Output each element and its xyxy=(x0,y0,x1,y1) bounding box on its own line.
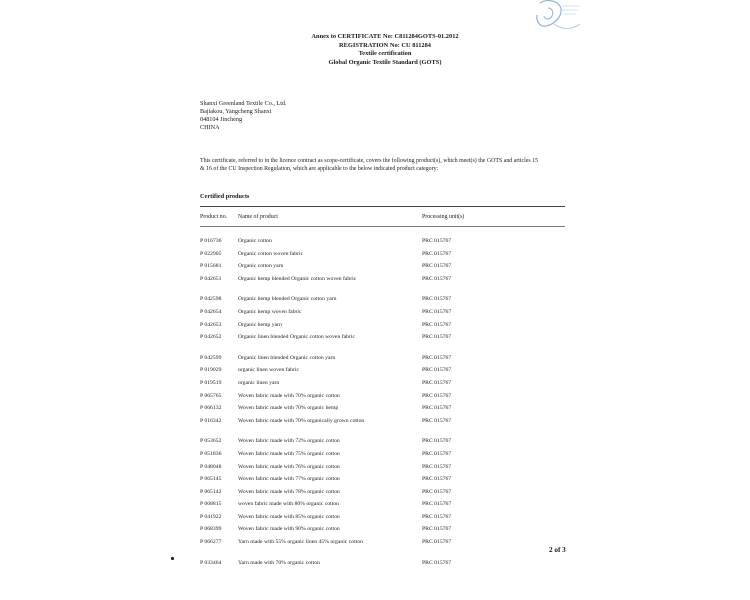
product-name: Woven fabric made with 70% organic hemp xyxy=(238,405,339,412)
product-number: P 065765 xyxy=(200,392,222,399)
page-number: 2 of 3 xyxy=(549,546,566,554)
product-name: Woven fabric made with 90% organic cotton xyxy=(238,526,340,533)
product-name: Organic cotton yarn xyxy=(238,263,284,270)
product-number: P 022905 xyxy=(200,250,222,257)
product-number: P 042599 xyxy=(200,354,222,361)
product-name: Woven fabric made with 70% organically grown cotton xyxy=(238,417,365,424)
processing-unit: PRC 015767 xyxy=(422,275,452,282)
annex-title: Annex to CERTIFICATE No: C811284GOTS-01.2012 xyxy=(311,33,459,40)
processing-unit: PRC 015767 xyxy=(422,526,452,533)
processing-unit: PRC 015767 xyxy=(422,354,452,361)
processing-unit: PRC 015767 xyxy=(422,238,452,244)
product-name: Woven fabric made with 70% organic cotton xyxy=(238,392,340,399)
table-row xyxy=(200,296,565,309)
product-name: organic linen woven fabric xyxy=(238,367,300,374)
product-number: P 048048 xyxy=(200,463,222,470)
certification-type: Textile certification xyxy=(358,50,412,58)
processing-unit: PRC 015767 xyxy=(422,513,452,520)
product-name: Organic linen blended Organic cotton woven fabric xyxy=(238,334,355,341)
table-row xyxy=(200,309,565,322)
product-name: Organic hemp woven fabric xyxy=(238,308,302,315)
table-row xyxy=(200,276,565,297)
product-name: Organic cotton woven fabric xyxy=(238,250,304,257)
product-number: P 068815 xyxy=(200,501,222,508)
company-name: Shanxi Greenland Textile Co., Ltd. xyxy=(200,100,287,107)
product-name: Organic linen blended Organic cotton yarn xyxy=(238,354,336,361)
product-name: organic linen yarn xyxy=(238,379,280,386)
product-number: P 019029 xyxy=(200,367,222,374)
table-row xyxy=(200,251,565,264)
processing-unit: PRC 015767 xyxy=(422,250,452,257)
product-number: P 016342 xyxy=(200,417,222,424)
product-number: P 065145 xyxy=(200,476,222,483)
city-postcode: 048104 Jincheng xyxy=(200,116,243,124)
table-top-rule xyxy=(200,206,565,207)
processing-unit: PRC 015767 xyxy=(422,334,452,341)
processing-unit: PRC 015767 xyxy=(422,367,452,374)
intro-paragraph: This certificate, referred to in the licence contract as scope-certificate, covers the following product(s), which meet(s) the GOTS and articles 15 & 16 of the CU Inspection Regulation, which are applicable to the below indicated product category: xyxy=(200,158,539,172)
table-row xyxy=(200,334,565,355)
product-number: P 053652 xyxy=(200,438,222,445)
product-number: P 066132 xyxy=(200,405,222,412)
processing-unit: PRC 015767 xyxy=(422,308,452,315)
product-number: P 042652 xyxy=(200,334,222,341)
product-number: P 016736 xyxy=(200,238,222,244)
processing-unit: PRC 015767 xyxy=(422,450,452,457)
product-number: P 065142 xyxy=(200,488,222,495)
standard-name: Global Organic Textile Standard (GOTS) xyxy=(328,58,442,66)
product-name: Woven fabric made with 72% organic cotton xyxy=(238,438,340,445)
table-row xyxy=(200,418,565,439)
processing-unit: PRC 015767 xyxy=(422,539,452,546)
processing-unit: PRC 015767 xyxy=(422,321,452,328)
product-number: P 068399 xyxy=(200,526,222,533)
registration-number: REGISTRATION No: CU 811284 xyxy=(338,41,432,49)
processing-unit: PRC 015767 xyxy=(422,501,452,508)
certification-seal-icon xyxy=(534,0,584,36)
processing-unit: PRC 015767 xyxy=(422,263,452,270)
product-number: P 041922 xyxy=(200,513,222,520)
product-name: Yarn made with 70% organic cotton xyxy=(238,559,320,566)
product-number: P 019519 xyxy=(200,379,222,386)
table-header-rule xyxy=(200,226,565,227)
product-name: Yarn made with 55% organic linen 45% organic cotton xyxy=(238,539,363,546)
product-number: P 033464 xyxy=(200,559,222,566)
processing-unit: PRC 015767 xyxy=(422,405,452,412)
table-row xyxy=(200,393,565,406)
processing-unit: PRC 015767 xyxy=(422,296,452,303)
table-row xyxy=(200,451,565,464)
table-row xyxy=(200,514,565,527)
product-number: P 066277 xyxy=(200,539,222,546)
processing-unit: PRC 015767 xyxy=(422,476,452,483)
processing-unit: PRC 015767 xyxy=(422,392,452,399)
product-number: P 042651 xyxy=(200,275,222,282)
street-address: Bajiakou, Yangcheng Shanxi xyxy=(200,108,272,116)
table-row xyxy=(200,263,565,276)
processing-unit: PRC 015767 xyxy=(422,488,452,495)
header-product-name: Name of product xyxy=(238,214,278,220)
product-number: P 042598 xyxy=(200,296,222,303)
table-row xyxy=(200,501,565,514)
table-row xyxy=(200,489,565,502)
product-number: P 051836 xyxy=(200,450,222,457)
product-name: Woven fabric made with 75% organic cotton xyxy=(238,450,340,457)
product-table-body xyxy=(200,238,565,572)
table-row xyxy=(200,526,565,539)
product-name: Organic hemp yarn xyxy=(238,321,282,328)
table-row xyxy=(200,438,565,451)
header-processing-unit: Processing unit(s) xyxy=(422,214,465,220)
country: CHINA xyxy=(200,124,220,132)
table-row xyxy=(200,238,565,251)
seal-graphic xyxy=(534,0,584,36)
product-name: Organic cotton xyxy=(238,238,272,244)
processing-unit: PRC 015767 xyxy=(422,463,452,470)
table-row xyxy=(200,539,565,560)
header-product-no: Product no. xyxy=(200,214,228,220)
product-name: Woven fabric made with 77% organic cotton xyxy=(238,476,340,483)
product-number: P 042654 xyxy=(200,308,222,315)
table-row xyxy=(200,355,565,368)
processing-unit: PRC 015767 xyxy=(422,438,452,445)
table-row xyxy=(200,367,565,380)
table-row xyxy=(200,560,565,573)
processing-unit: PRC 015767 xyxy=(422,379,452,386)
processing-unit: PRC 015767 xyxy=(422,417,452,424)
product-name: Woven fabric made with 78% organic cotton xyxy=(238,488,340,495)
processing-unit: PRC 015767 xyxy=(422,559,452,566)
table-row xyxy=(200,380,565,393)
product-name: Woven fabric made with 85% organic cotton xyxy=(238,513,340,520)
product-number: P 042653 xyxy=(200,321,222,328)
certificate-header xyxy=(240,33,530,67)
table-row xyxy=(200,476,565,489)
table-row xyxy=(200,464,565,477)
product-name: Woven fabric made with 76% organic cotton xyxy=(238,463,340,470)
bullet-mark xyxy=(171,557,174,560)
product-name: woven fabric made with 80% organic cotton xyxy=(238,501,339,508)
product-name: Organic hemp blended Organic cotton yarn xyxy=(238,296,337,303)
company-address xyxy=(200,100,287,132)
section-title: Certified products xyxy=(200,193,250,200)
product-number: P 015681 xyxy=(200,263,222,270)
table-row xyxy=(200,322,565,335)
product-name: Organic hemp blended Organic cotton woven fabric xyxy=(238,275,357,282)
table-row xyxy=(200,405,565,418)
